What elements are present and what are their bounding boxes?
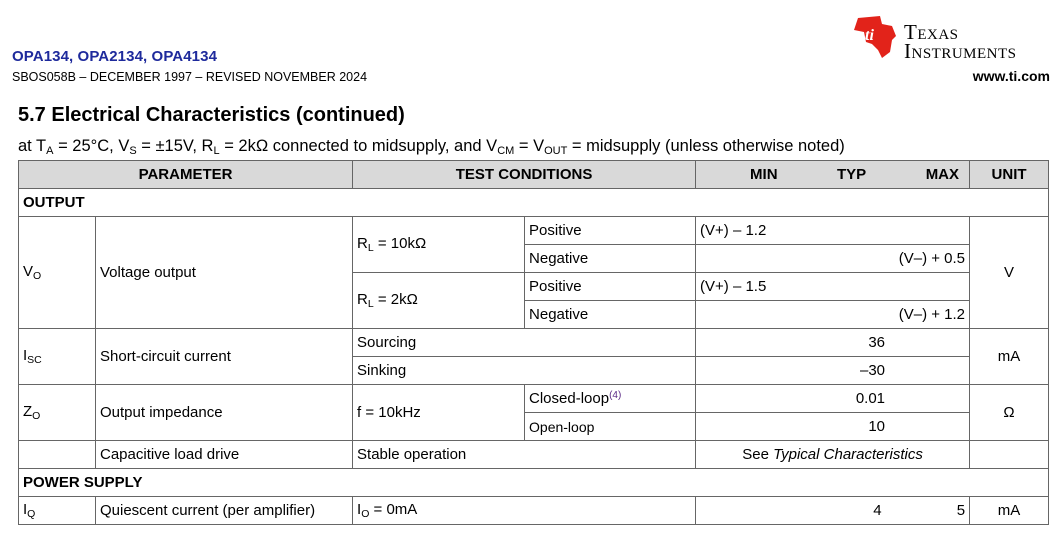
iq-values [696,497,970,525]
vo-pos1-min: (V+) – 1.2 [696,217,970,245]
table-row [19,385,1049,413]
zo-cond: f = 10kHz [353,385,525,441]
vo-negative1: Negative [525,245,696,273]
isc-sourcing-typ: 36 [868,334,886,351]
cap-cond: Stable operation [353,441,696,469]
header-typ: TYP [837,166,867,183]
cap-value: See Typical Characteristics [696,441,970,469]
cap-name: Capacitive load drive [96,441,353,469]
table-row [19,329,1049,357]
vo-neg1-max: (V–) + 0.5 [696,245,970,273]
isc-sinking-typ: –30 [860,362,886,379]
section-row-output [19,189,1049,217]
table-row [19,441,1049,469]
iq-max: 5 [956,502,966,519]
vo-rl1-cond: $R_L = 10k\Omega$ [353,217,525,273]
ti-logo [852,14,1052,64]
isc-name: Short-circuit current [96,329,353,385]
zo-unit: Ω [970,385,1049,441]
table-row [19,217,1049,245]
vo-pos2-min: (V+) – 1.5 [696,273,970,301]
section-output-label: OUTPUT [19,189,1049,217]
vo-rl2-cond: $R_L = 2k\Omega$ [353,273,525,329]
header-min: MIN [750,166,778,183]
section-title: 5.7 Electrical Characteristics (continued) [18,104,405,126]
vo-symbol: $V_O$ [19,217,96,329]
vo-positive1: Positive [525,217,696,245]
zo-closed-typ: 0.01 [855,390,886,407]
zo-closed-values [696,385,970,413]
section-row-power-supply [19,469,1049,497]
cap-symbol [19,441,96,469]
iq-typ: 4 [873,502,882,519]
zo-open-loop: Open-loop [525,413,696,441]
logo-text-instruments: Instruments [904,39,1017,63]
typical-characteristics-link[interactable]: Typical Characteristics [773,446,923,463]
isc-sinking-values [696,357,970,385]
iq-cond: $I_O = 0mA$ [353,497,696,525]
header-parameter: PARAMETER [19,161,353,189]
footnote-4-link[interactable]: (4) [609,390,622,401]
isc-sourcing-values [696,329,970,357]
vo-name: Voltage output [96,217,353,329]
website-link[interactable]: www.ti.com [972,68,1050,84]
part-numbers: OPA134, OPA2134, OPA4134 [12,48,218,65]
iq-unit: mA [970,497,1049,525]
vo-negative2: Negative [525,301,696,329]
zo-name: Output impedance [96,385,353,441]
vo-neg2-max: (V–) + 1.2 [696,301,970,329]
section-power-label: POWER SUPPLY [19,469,1049,497]
zo-open-values [696,413,970,441]
cap-unit [970,441,1049,469]
table-row [19,497,1049,525]
zo-symbol: $Z_O$ [19,385,96,441]
header-min-typ-max [696,161,970,189]
iq-name: Quiescent current (per amplifier) [96,497,353,525]
ti-state-icon [852,14,902,60]
zo-closed-loop: Closed-loop$^{(4)}$ [525,385,696,413]
vo-positive2: Positive [525,273,696,301]
zo-open-typ: 10 [868,418,886,435]
isc-sinking: Sinking [353,357,696,385]
header-max: MAX [925,166,960,183]
vo-unit: V [970,217,1049,329]
electrical-characteristics-table [18,160,1049,525]
table-header-row [19,161,1049,189]
svg-text:ti: ti [865,27,874,44]
header-unit: UNIT [970,161,1049,189]
header-test-conditions: TEST CONDITIONS [353,161,696,189]
isc-unit: mA [970,329,1049,385]
isc-sourcing: Sourcing [353,329,696,357]
test-conditions-note: at $T_A = 25^\circ C$, $V_S = \pm 15V$, $R_L = 2k\Omega$ connected to midsupply, and $V_{CM} = V_{OUT}$ = midsupply (unless otherwise noted) [18,137,845,157]
logo-text-texas: Texas [904,20,959,44]
isc-symbol: $I_{SC}$ [19,329,96,385]
document-info: SBOS058B – DECEMBER 1997 – REVISED NOVEMBER 2024 [12,70,368,84]
iq-symbol: $I_Q$ [19,497,96,525]
